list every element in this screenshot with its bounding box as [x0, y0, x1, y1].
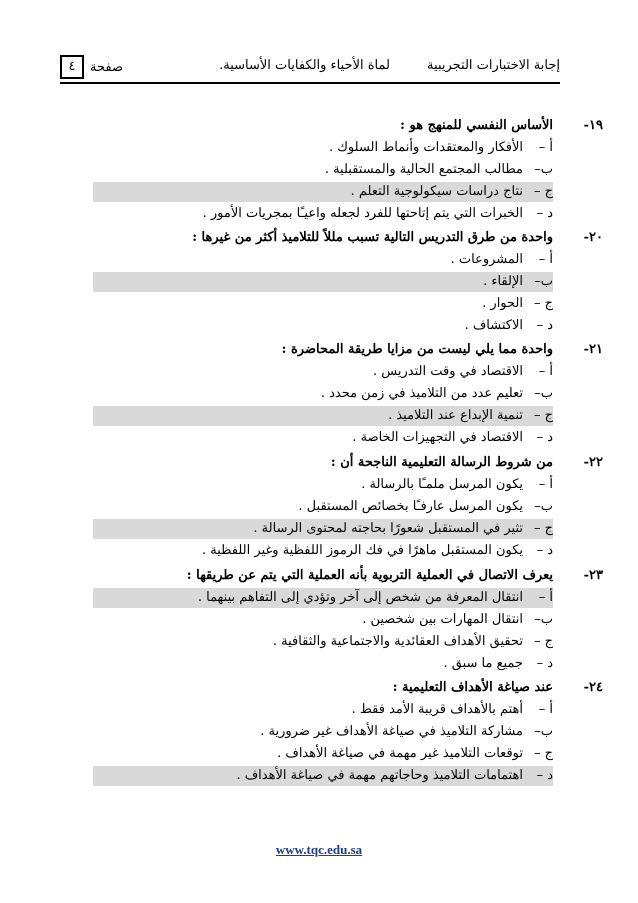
answer-option — [93, 250, 553, 270]
option-letter: ب– — [534, 386, 553, 401]
option-letter: د – — [536, 656, 553, 671]
question-number: ٢٤- — [583, 680, 603, 695]
answer-option — [93, 632, 553, 652]
option-letter: ج – — [533, 521, 553, 536]
option-letter: ج – — [533, 746, 553, 761]
option-text: الأفكار والمعتقدات وأنماط السلوك . — [328, 140, 523, 155]
answer-option — [93, 700, 553, 720]
option-text: الإلقاء . — [483, 274, 523, 289]
option-letter: أ – — [538, 252, 553, 267]
question-heading — [93, 342, 603, 357]
header-title: إجابة الاختبارات التجريبية — [427, 58, 560, 73]
option-letter: ب– — [534, 724, 553, 739]
option-text: جميع ما سبق . — [443, 656, 523, 671]
answer-option-correct — [93, 406, 553, 426]
answer-option-correct — [93, 588, 553, 608]
question-text: واحدة من طرق التدريس التالية تسبب مللاً للتلاميذ أكثر من غيرها : — [192, 230, 553, 245]
answer-option — [93, 475, 553, 495]
option-text: مشاركة التلاميذ في صياغة الأهداف غير ضرورية . — [260, 724, 523, 739]
option-letter: ب– — [534, 612, 553, 627]
answer-option — [93, 610, 553, 630]
option-letter: ب– — [534, 499, 553, 514]
option-text: يكون المرسل ملمـًا بالرسالة . — [361, 477, 523, 492]
option-letter: ج – — [533, 296, 553, 311]
answer-option — [93, 541, 553, 561]
option-letter: ج – — [533, 408, 553, 423]
option-text: اهتمامات التلاميذ وحاجاتهم مهمة في صياغة الأهداف . — [236, 768, 523, 783]
answer-option — [93, 316, 553, 336]
page-label: صفحة — [90, 59, 123, 75]
answer-option-correct — [93, 272, 553, 292]
answer-option — [93, 428, 553, 448]
question-text: واحدة مما يلي ليست من مزايا طريقة المحاضرة : — [281, 342, 553, 357]
option-text: يكون المرسل عارفـًا بخصائص المستقبل . — [298, 499, 523, 514]
option-text: نتاج دراسات سيكولوجية التعلم . — [350, 184, 523, 199]
answer-option-correct — [93, 766, 553, 786]
option-letter: د – — [536, 543, 553, 558]
answer-option — [93, 160, 553, 180]
option-letter: د – — [536, 768, 553, 783]
option-letter: ب– — [534, 274, 553, 289]
answer-option — [93, 294, 553, 314]
answer-option — [93, 204, 553, 224]
option-letter: أ – — [538, 477, 553, 492]
option-text: توقعات التلاميذ غير مهمة في صياغة الأهداف . — [277, 746, 523, 761]
option-letter: أ – — [538, 702, 553, 717]
answer-option — [93, 384, 553, 404]
question-text: من شروط الرسالة التعليمية الناجحة أن : — [330, 455, 553, 470]
header-subtitle: لماة الأحياء والكفايات الأساسية. — [219, 58, 390, 73]
option-text: مطالب المجتمع الحالية والمستقبلية . — [324, 162, 523, 177]
option-text: انتقال المهارات بين شخصين . — [362, 612, 523, 627]
option-letter: أ – — [538, 140, 553, 155]
option-letter: د – — [536, 318, 553, 333]
option-text: تثير في المستقبل شعورًا بحاجته لمحتوى الرسالة . — [253, 521, 523, 536]
question-text: عند صياغة الأهداف التعليمية : — [392, 680, 553, 695]
question-text: يعرف الاتصال في العملية التربوية بأنه العملية التي يتم عن طريقها : — [186, 568, 553, 583]
answer-option — [93, 744, 553, 764]
answer-option — [93, 497, 553, 517]
question-number: ٢١- — [583, 342, 603, 357]
answer-option — [93, 362, 553, 382]
question-text: الأساس النفسي للمنهج هو : — [400, 118, 553, 133]
question-number: ١٩- — [583, 118, 603, 133]
question-heading — [93, 568, 603, 583]
page-number: ٤ — [60, 55, 84, 79]
answer-option — [93, 722, 553, 742]
answer-option — [93, 138, 553, 158]
option-text: تعليم عدد من التلاميذ في زمن محدد . — [320, 386, 523, 401]
question-number: ٢٣- — [583, 568, 603, 583]
option-text: يكون المستقبل ماهرًا في فك الرموز اللفظية وغير اللفظية . — [201, 543, 523, 558]
option-letter: ج – — [533, 634, 553, 649]
option-text: الحوار . — [482, 296, 523, 311]
option-letter: ج – — [533, 184, 553, 199]
option-letter: ب– — [534, 162, 553, 177]
option-text: الاكتشاف . — [464, 318, 523, 333]
option-text: الخبرات التي يتم إتاحتها للفرد لجعله واعيـًا بمجريات الأمور . — [202, 206, 523, 221]
option-letter: د – — [536, 206, 553, 221]
option-text: تحقيق الأهداف العقائدية والاجتماعية والثقافية . — [272, 634, 523, 649]
footer-link[interactable]: www.tqc.edu.sa — [275, 842, 363, 857]
question-heading — [93, 680, 603, 695]
option-text: المشروعات . — [450, 252, 523, 267]
question-heading — [93, 455, 603, 470]
question-heading — [93, 230, 603, 245]
option-text: الاقتصاد في وقت التدريس . — [373, 364, 523, 379]
option-text: أهتم بالأهداف قريبة الأمد فقط . — [351, 702, 523, 717]
answer-option-correct — [93, 519, 553, 539]
option-letter: أ – — [538, 590, 553, 605]
question-number: ٢٢- — [583, 455, 603, 470]
option-text: انتقال المعرفة من شخص إلى آخر وتؤدي إلى التفاهم بينهما . — [197, 590, 523, 605]
question-heading — [93, 118, 603, 133]
answer-option-correct — [93, 182, 553, 202]
option-text: تنمية الإبداع عند التلاميذ . — [388, 408, 523, 423]
option-letter: د – — [536, 430, 553, 445]
option-text: الاقتصاد في التجهيزات الخاصة . — [352, 430, 523, 445]
option-letter: أ – — [538, 364, 553, 379]
answer-option — [93, 654, 553, 674]
question-number: ٢٠- — [583, 230, 603, 245]
